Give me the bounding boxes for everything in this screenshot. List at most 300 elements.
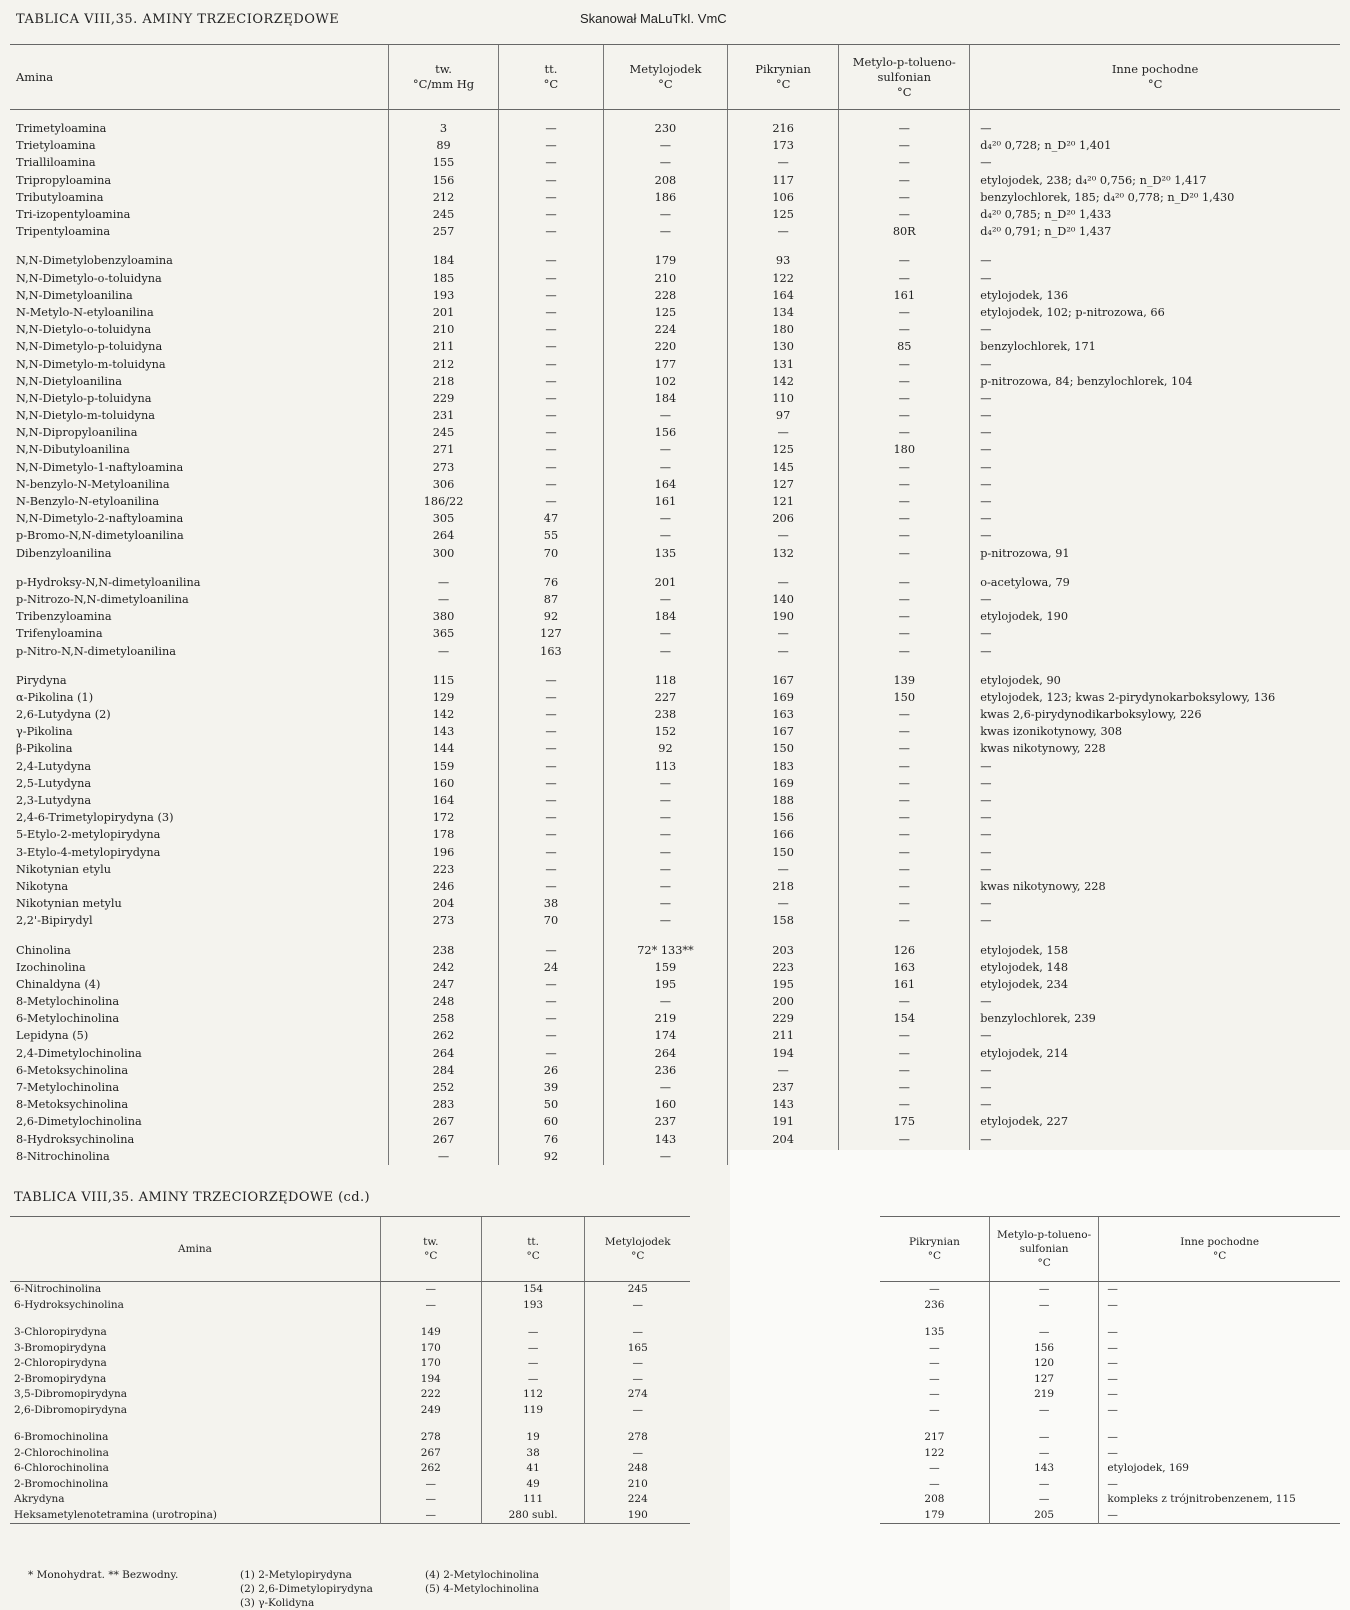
table-cell: —: [839, 510, 970, 527]
table-cell: 169: [727, 775, 838, 792]
table-cell: 169: [727, 689, 838, 706]
footnote-1: (1) 2-Metylopirydyna: [240, 1569, 352, 1581]
table-cell: 92: [604, 740, 728, 757]
table-cell: —: [727, 642, 838, 659]
table-cell: N,N-Dietylo-o-toluidyna: [16, 323, 152, 337]
table-cell: 230: [604, 110, 728, 138]
table-cell: 113: [604, 758, 728, 775]
table-cell: 76: [498, 574, 603, 591]
table-cell: N,N-Dietylo-p-toluidyna: [16, 391, 152, 405]
table-cell: 262: [389, 1027, 499, 1044]
table-cell: —: [970, 493, 1340, 510]
table-cell: 238: [604, 706, 728, 723]
table-cell: p-Hydroksy-N,N-dimetyloanilina: [16, 575, 201, 589]
table-cell: 155: [389, 154, 499, 171]
table-cell: 8-Metylochinolina: [16, 995, 120, 1009]
table-cell: —: [970, 252, 1340, 269]
table-cell: 267: [389, 1113, 499, 1130]
table-cell: —: [498, 758, 603, 775]
table-row: [10, 608, 1340, 625]
table-cell: —: [970, 321, 1340, 338]
table-cell: 186: [604, 189, 728, 206]
table-row: [880, 1430, 1340, 1446]
table-cell: 134: [727, 304, 838, 321]
table-cell: —: [604, 441, 728, 458]
table-cell: 2,2'-Bipirydyl: [16, 914, 93, 928]
table-cell: N-Metylo-N-etyloanilina: [16, 305, 154, 319]
table-cell: Izochinolina: [16, 960, 86, 974]
table-cell: 164: [389, 792, 499, 809]
table-cell: N-benzylo-N-Metyloanilina: [16, 477, 170, 491]
table-cell: —: [839, 792, 970, 809]
table-cell: —: [839, 373, 970, 390]
column-header: Metylo-p-tolueno- sulfonian °C: [989, 1217, 1099, 1282]
table-cell: —: [727, 574, 838, 591]
table-cell: 72* 133**: [604, 941, 728, 958]
table-cell: —: [498, 1045, 603, 1062]
table-cell: 127: [989, 1372, 1099, 1388]
table-cell: 38: [481, 1446, 585, 1462]
table-cell: 41: [481, 1461, 585, 1477]
table-cell: 172: [389, 809, 499, 826]
continuation-title: TABLICA VIII,35. AMINY TRZECIORZĘDOWE (cd.): [14, 1190, 370, 1205]
table-cell: kompleks z trójnitrobenzenem, 115: [1099, 1492, 1340, 1508]
table-row: [10, 1096, 1340, 1113]
table-cell: 160: [389, 775, 499, 792]
table-row: [10, 1477, 690, 1493]
table-cell: —: [929, 1477, 940, 1490]
table-cell: 238: [389, 941, 499, 958]
table-cell: —: [604, 1148, 728, 1165]
table-cell: 219: [604, 1010, 728, 1027]
table-cell: N,N-Dimetylo-o-toluidyna: [16, 271, 162, 285]
table-cell: 208: [924, 1493, 945, 1506]
table-cell: —: [389, 1148, 499, 1165]
table-cell: 210: [585, 1477, 690, 1493]
table-cell: Tri-izopentyloamina: [16, 208, 131, 222]
table-cell: —: [970, 1079, 1340, 1096]
table-cell: 92: [498, 1148, 603, 1165]
table-cell: —: [498, 476, 603, 493]
table-row: [10, 441, 1340, 458]
table-row: [10, 775, 1340, 792]
table-cell: 229: [727, 1010, 838, 1027]
table-row: [10, 976, 1340, 993]
table-cell: 7-Metylochinolina: [16, 1081, 120, 1095]
table-cell: 6-Chlorochinolina: [14, 1462, 109, 1475]
footnote-group-a: [240, 1568, 373, 1610]
table-cell: 156: [989, 1341, 1099, 1357]
column-header: Amina: [10, 45, 389, 110]
table-cell: 177: [604, 355, 728, 372]
table-cell: benzylochlorek, 185; d₄²⁰ 0,778; n_D²⁰ 1,430: [970, 189, 1340, 206]
table-cell: —: [727, 527, 838, 544]
table-cell: —: [839, 459, 970, 476]
table-cell: 204: [727, 1131, 838, 1148]
table-row: [10, 574, 1340, 591]
table-row: [10, 912, 1340, 929]
table-row: [880, 1282, 1340, 1298]
table-cell: 223: [727, 959, 838, 976]
table-cell: —: [498, 792, 603, 809]
table-cell: 3-Chloropirydyna: [14, 1326, 107, 1339]
table-cell: —: [604, 809, 728, 826]
table-row: [880, 1477, 1340, 1493]
table-cell: 166: [727, 826, 838, 843]
table-cell: —: [604, 137, 728, 154]
table-cell: N,N-Dimetylo-m-toluidyna: [16, 357, 166, 371]
table-cell: 231: [389, 407, 499, 424]
table-cell: —: [839, 844, 970, 861]
table-cell: 245: [585, 1282, 690, 1298]
table-row: [10, 373, 1340, 390]
table-cell: 3: [389, 110, 499, 138]
table-row: [10, 1461, 690, 1477]
table-cell: 112: [481, 1387, 585, 1403]
table-row: [10, 545, 1340, 562]
table-cell: —: [585, 1403, 690, 1419]
table-cell: 122: [924, 1446, 945, 1459]
table-row: [10, 895, 1340, 912]
table-cell: 121: [727, 493, 838, 510]
table-cell: 24: [498, 959, 603, 976]
column-header: tt. °C: [498, 45, 603, 110]
footnote-hydrate: * Monohydrat. ** Bezwodny.: [28, 1569, 179, 1581]
table-cell: —: [970, 459, 1340, 476]
table-cell: —: [1099, 1403, 1340, 1419]
table-cell: —: [839, 723, 970, 740]
table-cell: 208: [604, 172, 728, 189]
table-cell: 191: [727, 1113, 838, 1130]
table-cell: —: [498, 689, 603, 706]
table-cell: —: [498, 223, 603, 240]
table-cell: 200: [727, 993, 838, 1010]
table-row: [10, 1062, 1340, 1079]
table-cell: 203: [727, 941, 838, 958]
table-cell: 6-Nitrochinolina: [14, 1283, 102, 1296]
group-spacer: [880, 1418, 1340, 1430]
table-cell: —: [970, 758, 1340, 775]
table-cell: —: [727, 861, 838, 878]
table-cell: etylojodek, 158: [970, 941, 1340, 958]
table-cell: 212: [389, 189, 499, 206]
table-cell: —: [498, 321, 603, 338]
table-cell: 143: [389, 723, 499, 740]
table-cell: —: [498, 993, 603, 1010]
column-header: tt. °C: [481, 1217, 585, 1282]
table-row: [10, 1492, 690, 1508]
table-cell: etylojodek, 238; d₄²⁰ 0,756; n_D²⁰ 1,417: [970, 172, 1340, 189]
table-row: [10, 625, 1340, 642]
table-cell: —: [498, 206, 603, 223]
table-cell: 126: [839, 941, 970, 958]
table-row: [880, 1446, 1340, 1462]
table-cell: —: [1099, 1446, 1340, 1462]
table-cell: —: [970, 390, 1340, 407]
table-cell: 143: [604, 1131, 728, 1148]
table-cell: —: [498, 424, 603, 441]
footnote-2: (2) 2,6-Dimetylopirydyna: [240, 1583, 373, 1595]
table-row: [10, 993, 1340, 1010]
table-cell: 180: [839, 441, 970, 458]
table-cell: 156: [604, 424, 728, 441]
group-spacer: [10, 562, 1340, 574]
table-row: [10, 1010, 1340, 1027]
table-row: [10, 476, 1340, 493]
table-cell: kwas nikotynowy, 228: [970, 878, 1340, 895]
table-cell: 274: [585, 1387, 690, 1403]
table-cell: —: [839, 110, 970, 138]
table-cell: —: [498, 355, 603, 372]
table-cell: 167: [727, 723, 838, 740]
table-cell: 8-Nitrochinolina: [16, 1149, 110, 1163]
table-cell: —: [989, 1446, 1099, 1462]
table-cell: —: [1099, 1430, 1340, 1446]
column-header: Metylojodek °C: [604, 45, 728, 110]
table-cell: 228: [604, 287, 728, 304]
table-cell: 245: [389, 424, 499, 441]
table-cell: —: [498, 1027, 603, 1044]
table-cell: 258: [389, 1010, 499, 1027]
table-cell: —: [1099, 1356, 1340, 1372]
table-cell: 150: [727, 740, 838, 757]
table-row: [10, 591, 1340, 608]
table-row: [880, 1356, 1340, 1372]
table-row: [10, 424, 1340, 441]
table-cell: 8-Metoksychinolina: [16, 1098, 129, 1112]
table-cell: 195: [604, 976, 728, 993]
table-cell: —: [839, 321, 970, 338]
table-cell: 184: [389, 252, 499, 269]
table-row: [880, 1508, 1340, 1524]
table-cell: 2,6-Dibromopirydyna: [14, 1403, 128, 1416]
table-cell: 163: [498, 642, 603, 659]
table-cell: —: [481, 1341, 585, 1357]
table-cell: —: [585, 1298, 690, 1314]
table-cell: 201: [389, 304, 499, 321]
table-cell: —: [498, 826, 603, 843]
table-row: [10, 355, 1340, 372]
table-cell: Pirydyna: [16, 673, 67, 687]
table-cell: 194: [380, 1372, 481, 1388]
table-cell: etylojodek, 102; p-nitrozowa, 66: [970, 304, 1340, 321]
column-header: Metylo-p-tolueno- sulfonian °C: [839, 45, 970, 110]
table-cell: 125: [727, 441, 838, 458]
table-cell: —: [970, 844, 1340, 861]
continuation-table-left: [10, 1216, 690, 1524]
table-cell: 237: [604, 1113, 728, 1130]
table-cell: —: [970, 826, 1340, 843]
table-cell: —: [970, 424, 1340, 441]
table-cell: kwas nikotynowy, 228: [970, 740, 1340, 757]
table-cell: 164: [604, 476, 728, 493]
table-cell: —: [481, 1325, 585, 1341]
table-row: [10, 110, 1340, 138]
table-cell: 179: [604, 252, 728, 269]
table-cell: Trietyloamina: [16, 139, 96, 153]
table-row: [10, 689, 1340, 706]
table-cell: —: [604, 591, 728, 608]
table-cell: 129: [389, 689, 499, 706]
table-cell: 97: [727, 407, 838, 424]
table-cell: —: [498, 706, 603, 723]
table-cell: 205: [989, 1508, 1099, 1524]
table-cell: Nikotyna: [16, 879, 69, 893]
table-cell: —: [498, 373, 603, 390]
table-cell: N,N-Dipropyloanilina: [16, 426, 138, 440]
table-cell: —: [839, 758, 970, 775]
table-cell: —: [839, 355, 970, 372]
table-cell: 227: [604, 689, 728, 706]
table-cell: 55: [498, 527, 603, 544]
table-cell: 211: [727, 1027, 838, 1044]
table-cell: 3,5-Dibromopirydyna: [14, 1388, 128, 1401]
table-cell: —: [604, 625, 728, 642]
table-row: [10, 1387, 690, 1403]
table-cell: benzylochlorek, 239: [970, 1010, 1340, 1027]
table-cell: —: [498, 172, 603, 189]
table-cell: benzylochlorek, 171: [970, 338, 1340, 355]
table-cell: —: [380, 1508, 481, 1524]
table-cell: —: [389, 574, 499, 591]
table-cell: N,N-Dibutyloanilina: [16, 443, 130, 457]
table-cell: —: [1099, 1372, 1340, 1388]
footnote-group-b: [425, 1568, 539, 1596]
table-row: [10, 1079, 1340, 1096]
table-cell: 115: [389, 672, 499, 689]
table-cell: 271: [389, 441, 499, 458]
table-cell: —: [727, 625, 838, 642]
table-cell: 206: [727, 510, 838, 527]
table-cell: 3-Bromopirydyna: [14, 1341, 107, 1354]
table-cell: 365: [389, 625, 499, 642]
table-cell: —: [839, 826, 970, 843]
table-cell: 161: [839, 976, 970, 993]
table-cell: Trialliloamina: [16, 156, 96, 170]
table-cell: —: [839, 1131, 970, 1148]
table-cell: —: [604, 407, 728, 424]
table-cell: —: [839, 407, 970, 424]
table-cell: —: [604, 642, 728, 659]
table-cell: 248: [389, 993, 499, 1010]
table-cell: 278: [380, 1430, 481, 1446]
table-cell: 8-Hydroksychinolina: [16, 1132, 135, 1146]
table-row: [10, 1298, 690, 1314]
table-cell: p-Nitro-N,N-dimetyloanilina: [16, 644, 176, 658]
table-cell: —: [839, 912, 970, 929]
table-row: [880, 1298, 1340, 1314]
table-cell: —: [585, 1446, 690, 1462]
table-cell: Heksametylenotetramina (urotropina): [14, 1508, 217, 1521]
table-cell: —: [498, 723, 603, 740]
table-cell: —: [1099, 1298, 1340, 1314]
table-cell: N-Benzylo-N-etyloanilina: [16, 495, 160, 509]
table-cell: 145: [727, 459, 838, 476]
table-cell: 186/22: [389, 493, 499, 510]
column-header: tw. °C/mm Hg: [389, 45, 499, 110]
table-row: [10, 137, 1340, 154]
table-cell: etylojodek, 123; kwas 2-pirydynokarboksylowy, 136: [970, 689, 1340, 706]
table-row: [10, 510, 1340, 527]
footnote-4: (4) 2-Metylochinolina: [425, 1569, 540, 1581]
table-cell: N,N-Dimetylo-p-toluidyna: [16, 340, 163, 354]
table-cell: —: [498, 941, 603, 958]
table-cell: 195: [727, 976, 838, 993]
table-cell: —: [989, 1325, 1099, 1341]
table-cell: 237: [727, 1079, 838, 1096]
table-cell: 278: [585, 1430, 690, 1446]
table-cell: p-nitrozowa, 84; benzylochlorek, 104: [970, 373, 1340, 390]
table-cell: 127: [498, 625, 603, 642]
table-cell: 216: [727, 110, 838, 138]
table-cell: —: [498, 878, 603, 895]
table-cell: 2,4-Lutydyna: [16, 759, 92, 773]
table-cell: —: [839, 1062, 970, 1079]
table-cell: 280 subl.: [481, 1508, 585, 1524]
table-cell: 283: [389, 1096, 499, 1113]
column-header: Pikrynian °C: [880, 1217, 989, 1282]
group-spacer: [880, 1313, 1340, 1325]
table-cell: 125: [727, 206, 838, 223]
table-row: [10, 706, 1340, 723]
table-cell: —: [604, 878, 728, 895]
table-cell: Chinaldyna (4): [16, 977, 101, 991]
table-cell: 154: [481, 1282, 585, 1298]
table-cell: 273: [389, 459, 499, 476]
table-cell: —: [929, 1372, 940, 1385]
table-cell: 70: [498, 912, 603, 929]
group-spacer: [10, 240, 1340, 252]
table-cell: N,N-Dimetylo-1-naftyloamina: [16, 460, 184, 474]
table-cell: 175: [839, 1113, 970, 1130]
table-cell: 236: [604, 1062, 728, 1079]
table-cell: 6-Metoksychinolina: [16, 1063, 129, 1077]
table-cell: 102: [604, 373, 728, 390]
table-cell: 267: [380, 1446, 481, 1462]
table-row: [10, 527, 1340, 544]
table-row: [10, 1508, 690, 1524]
table-cell: 154: [839, 1010, 970, 1027]
table-cell: —: [839, 137, 970, 154]
table-cell: 193: [389, 287, 499, 304]
table-cell: 135: [604, 545, 728, 562]
table-cell: 300: [389, 545, 499, 562]
table-row: [10, 758, 1340, 775]
table-cell: —: [498, 809, 603, 826]
table-cell: 262: [380, 1461, 481, 1477]
table-row: [10, 809, 1340, 826]
table-cell: 180: [727, 321, 838, 338]
table-cell: —: [839, 1045, 970, 1062]
table-cell: 212: [389, 355, 499, 372]
table-cell: 150: [727, 844, 838, 861]
table-cell: 161: [604, 493, 728, 510]
table-row: [10, 304, 1340, 321]
column-header: Amina: [10, 1217, 380, 1282]
table-cell: —: [970, 476, 1340, 493]
table-row: [10, 672, 1340, 689]
table-cell: 218: [389, 373, 499, 390]
table-cell: d₄²⁰ 0,785; n_D²⁰ 1,433: [970, 206, 1340, 223]
table-cell: —: [389, 642, 499, 659]
table-cell: —: [970, 441, 1340, 458]
table-cell: p-Nitrozo-N,N-dimetyloanilina: [16, 592, 189, 606]
table-cell: 306: [389, 476, 499, 493]
table-cell: —: [604, 792, 728, 809]
column-header: Pikrynian °C: [727, 45, 838, 110]
table-cell: 201: [604, 574, 728, 591]
table-cell: 190: [727, 608, 838, 625]
